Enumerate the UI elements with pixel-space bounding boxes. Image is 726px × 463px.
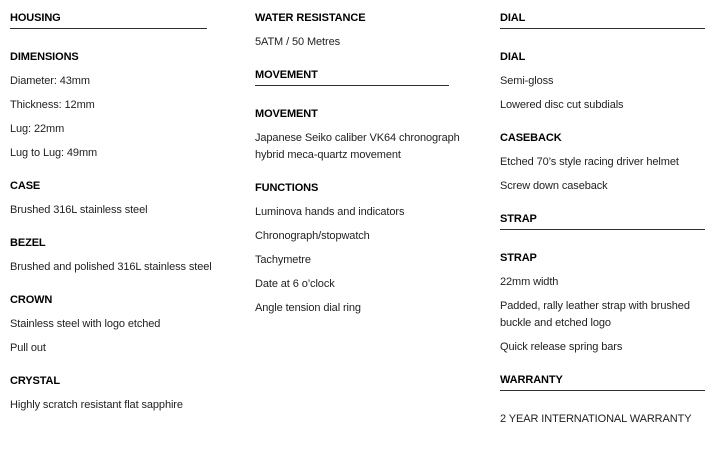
spec-line-quick-release-spring-bars: Quick release spring bars (500, 341, 623, 353)
spec-line-highly-scratch-resistant-flat-sapphire: Highly scratch resistant flat sapphire (10, 399, 183, 411)
spec-line-padded-rally-leather-strap-with-brushed-: Padded, rally leather strap with brushed buckle and etched logo (500, 300, 690, 329)
spec-group-case (10, 178, 245, 219)
spec-line-22mm-width: 22mm width (500, 276, 559, 288)
spec-group-water-resistance (255, 10, 467, 51)
spec-group-crown (10, 292, 245, 357)
spec-label-water-resistance: WATER RESISTANCE (255, 12, 366, 24)
spec-line-chronograph-stopwatch: Chronograph/stopwatch (255, 230, 370, 242)
spec-line-lowered-disc-cut-subdials: Lowered disc cut subdials (500, 99, 624, 111)
spec-label-movement: MOVEMENT (255, 108, 318, 120)
spec-column-dial-strap-warranty (500, 10, 718, 444)
spec-label-caseback: CASEBACK (500, 132, 562, 144)
spec-line-lug-22mm: Lug: 22mm (10, 123, 65, 135)
spec-group-dimensions (10, 49, 245, 162)
spec-column-movement (255, 10, 467, 333)
spec-line-japanese-seiko-caliber-vk64-chronograph-: Japanese Seiko caliber VK64 chronograph hybrid meca-quartz movement (255, 132, 460, 161)
spec-group-unlabeled (500, 411, 718, 428)
spec-group-movement (255, 106, 467, 164)
spec-line-stainless-steel-with-logo-etched: Stainless steel with logo etched (10, 318, 161, 330)
spec-label-functions: FUNCTIONS (255, 182, 319, 194)
spec-label-strap: STRAP (500, 252, 537, 264)
spec-group-functions (255, 180, 467, 317)
spec-label-case: CASE (10, 180, 41, 192)
spec-group-bezel (10, 235, 245, 276)
spec-label-crown: CROWN (10, 294, 53, 306)
spec-line-etched-70-s-style-racing-driver-helmet: Etched 70’s style racing driver helmet (500, 156, 679, 168)
section-heading-housing: HOUSING (10, 10, 207, 29)
spec-group-strap (500, 250, 718, 356)
spec-label-bezel: BEZEL (10, 237, 46, 249)
spec-line-pull-out: Pull out (10, 342, 46, 354)
spec-line-diameter-43mm: Diameter: 43mm (10, 75, 90, 87)
spec-line-5atm-50-metres: 5ATM / 50 Metres (255, 36, 340, 48)
spec-label-crystal: CRYSTAL (10, 375, 61, 387)
spec-line-date-at-6-o-clock: Date at 6 o’clock (255, 278, 335, 290)
spec-line-thickness-12mm: Thickness: 12mm (10, 99, 95, 111)
section-heading-movement: MOVEMENT (255, 67, 449, 86)
spec-group-dial (500, 49, 718, 114)
spec-line-luminova-hands-and-indicators: Luminova hands and indicators (255, 206, 405, 218)
spec-line-2-year-international-warranty: 2 YEAR INTERNATIONAL WARRANTY (500, 413, 692, 425)
spec-line-semi-gloss: Semi-gloss (500, 75, 554, 87)
spec-line-tachymetre: Tachymetre (255, 254, 311, 266)
section-heading-warranty: WARRANTY (500, 372, 705, 391)
spec-line-angle-tension-dial-ring: Angle tension dial ring (255, 302, 361, 314)
spec-line-lug-to-lug-49mm: Lug to Lug: 49mm (10, 147, 98, 159)
section-heading-dial: DIAL (500, 10, 705, 29)
spec-column-housing (10, 10, 245, 430)
section-heading-strap: STRAP (500, 211, 705, 230)
spec-line-brushed-316l-stainless-steel: Brushed 316L stainless steel (10, 204, 148, 216)
spec-line-brushed-and-polished-316l-stainless-stee: Brushed and polished 316L stainless steel (10, 261, 212, 273)
spec-group-crystal (10, 373, 245, 414)
spec-line-screw-down-caseback: Screw down caseback (500, 180, 608, 192)
spec-label-dial: DIAL (500, 51, 526, 63)
spec-group-caseback (500, 130, 718, 195)
spec-label-dimensions: DIMENSIONS (10, 51, 79, 63)
